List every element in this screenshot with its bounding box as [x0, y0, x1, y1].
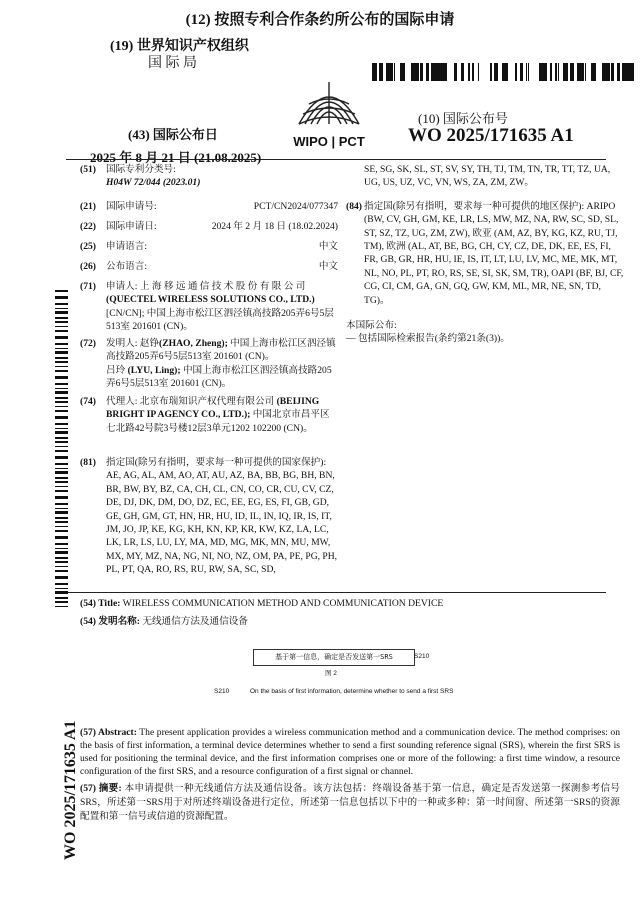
publication-date-label: (43) 国际公布日: [128, 127, 218, 142]
right-column: [346, 163, 624, 346]
document-title: (12) 按照专利合作条约所公布的国际申请: [185, 12, 455, 28]
published-label: 本国际公布:: [346, 320, 397, 332]
bibliography-divider: [66, 592, 606, 593]
barcode-icon: [372, 63, 634, 81]
field-81-continued: SE, SG, SK, SL, ST, SV, SY, TH, TJ, TM, TN, TR, TT, TZ, UA, UG, US, UZ, VC, VN, WS, ZA, ZM, ZW。: [364, 164, 611, 189]
wipo-logo: [283, 74, 375, 154]
organization-block: [110, 38, 280, 72]
figure-caption: 图 2: [325, 670, 337, 677]
wipo-globe-icon: [283, 74, 375, 154]
figure-en-ref: S210: [214, 688, 230, 695]
title-cn: (54) 发明名称: 无线通信方法及通信设备: [80, 616, 248, 627]
publication-number: WO 2025/171635 A1: [408, 125, 574, 146]
header-divider: [66, 159, 606, 160]
title-en: (54) Title: WIRELESS COMMUNICATION METHOD AND COMMUNICATION DEVICE: [80, 598, 444, 609]
publication-date: 2025 年 8 月 21 日 (21.08.2025): [90, 150, 262, 165]
abstract-cn: (57) 摘要: 本申请提供一种无线通信方法及通信设备。该方法包括：终端设备基于第一信息，确定是否发送第一探测参考信号SRS，所述第一SRS用于对所述终端设备进行定位，所述第一信息包括以下中的一种或多种：第一时间窗、所述第一SRS的资源配置和第一信号或信道的资源配置。: [80, 783, 621, 822]
side-barcode-icon: [55, 290, 68, 610]
org-name: 世界知识产权组织: [136, 39, 249, 54]
side-publication-number: WO 2025/171635 A1: [62, 720, 79, 860]
figure-step-ref: S210: [414, 653, 430, 660]
wipo-logo-text: WIPO | PCT: [293, 134, 365, 149]
abstract-en: (57) Abstract: The present application provides a wireless communication method and a communication device. The method comprises: on the basis of first information, a terminal device determines whether to send a first sounding reference signal (SRS), wherein the first SRS is used for positioning the terminal device, and the first information comprises one or more of the following: a first time window, a resource configuration of the first SRS, and a resource configuration of a first signal or channel.: [80, 727, 620, 777]
figure-step-box: 基于第一信息，确定是否发送第一SRS: [253, 649, 415, 666]
figure-en-text: On the basis of first information, determine whether to send a first SRS: [250, 688, 454, 695]
org-number: (19): [110, 39, 134, 54]
field-84-regional: (84) 指定国(除另有指明，要求每一种可提供的地区保护): ARIPO (BW, CV, GH, GM, KE, LR, LS, MW, MZ, NA, RW, SC, SD, SL, ST, SZ, TZ, UG, ZM, ZW), 欧亚 (AM, AZ, BY, KG, KZ, RU, TJ, TM), 欧洲 (AL, AT, BE, BG, CH, CY, CZ, DE, DK, EE, ES, FI, FR, GB, GR, HR, HU, IE, IS, IT, LT, LU, LV, MC, ME, MK, MT, NL, NO, PL, PT, RO, RS, SE, SI, SK, SM, TR), OAPI (BF, BJ, CF, CG, CI, CM, GA, GN, GQ, GW, KM, ML, MR, NE, SN, TD, TG)。: [346, 200, 624, 306]
left-column: (51) 国际专利分类号: H04W 72/044 (2023.01) (21) 国际申请号: PCT/CN2024/077347 (22) 国际申请日: 2024 年 2 月 18 日 (18.02.2024) (25) 申请语言: 中文 (26) 公布语言: 中文 (71) 申请人: 上 海 移 远 通 信 技 术 股 份 有 限 公 司 (QUECTEL WIRELESS SOLUTIONS CO., LTD.) [CN/CN]; 中国上海市松江区泗泾镇高技路205弄6号5层513室 201601 (CN)。 (72) 发明人: 赵铮(ZHAO, Zheng); 中国上海市松江区泗泾镇高技路205弄6号5层513室 201601 (CN)。 吕玲 (LYU, Ling); 中国上海市松江区泗泾镇高技路205弄6号5层513室 201601 (CN)。 (74) 代理人: 北京布瑞知识产权代理有限公司 (BEIJING BRIGHT IP AGENCY CO., LTD.); 中国北京市昌平区七北路42号院3号楼12层3单元1202 102200 (CN)。 (81) 指定国(除另有指明，要求每一种可提供的国家保护): AE, AG, AL, AM, AO, AT, AU, AZ, BA, BB, BG, BH, BN, BR, BW, BY, BZ, CA, CH, CL, CN, CO, CR, CU, CV, CZ, DE, DJ, DK, DM, DO, DZ, EC, EE, EG, ES, FI, GB, GD, GE, GH, GM, GT, HN, HR, HU, ID, IL, IN, IQ, IR, IS, IT, JM, JO, JP, KE, KG, KH, KN, KP, KR, KW, KZ, LA, LC, LK, LR, LS, LU, LY, MA, MD, MG, MK, MN, MU, MW, MX, MY, MZ, NA, NG, NI, NO, NZ, OM, PA, PE, PG, PH, PL, PT, QA, RO, RS, RU, RW, SA, SC, SD,: [80, 164, 338, 576]
publication-number-label: (10) 国际公布号: [418, 111, 508, 126]
bureau-name: 国 际 局: [148, 56, 197, 71]
published-item: — 包括国际检索报告(条约第21条(3))。: [346, 333, 510, 345]
